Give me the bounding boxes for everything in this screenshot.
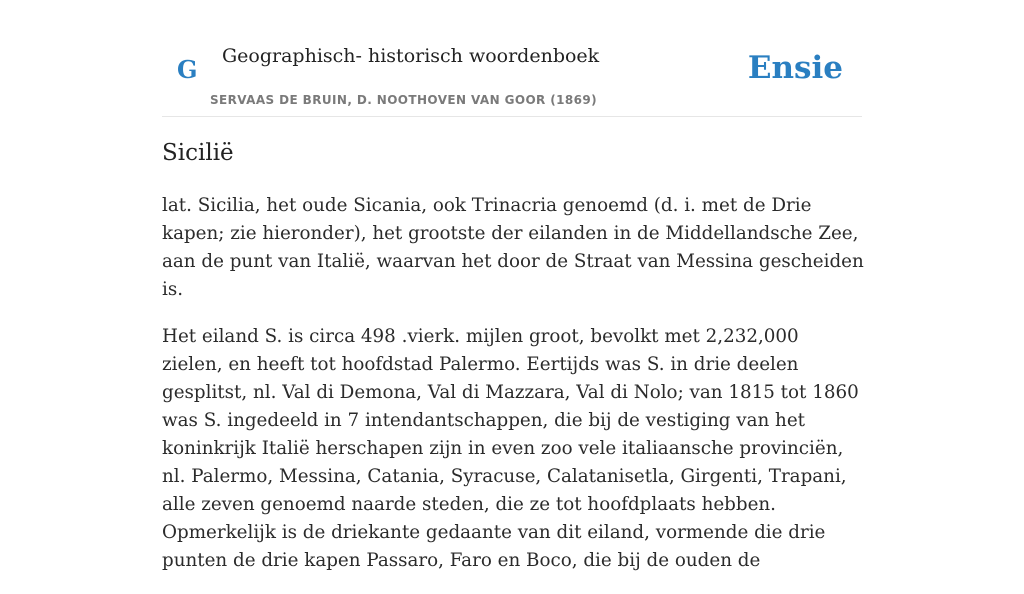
entry-paragraph: lat. Sicilia, het oude Sicania, ook Trinacria genoemd (d. i. met de Drie kapen; zie hieronder), het grootste der eilanden in de Middellandsche Zee, aan de punt van Italië, waarvan het door de Straat van Messina gescheiden is. [162, 195, 864, 300]
brand-logo-link[interactable]: Ensie [747, 50, 843, 86]
entry-title: Sicilië [162, 140, 234, 166]
book-logo-link[interactable]: G [177, 55, 198, 84]
book-title[interactable]: Geographisch- historisch woordenboek [222, 45, 600, 67]
entry-paragraph: Het eiland S. is circa 498 .vierk. mijlen groot, bevolkt met 2,232,000 zielen, en heeft tot hoofdstad Palermo. Eertijds was S. in drie deelen gesplitst, nl. Val di Demona, Val di Mazzara, Val di Nolo; van 1815 tot 1860 was S. ingedeeld in 7 intendantschappen, die bij de vestiging van het koninkrijk Italië herschapen zijn in even zoo vele italiaansche provinciën, nl. Palermo, Messina, Catania, Syracuse, Calatanisetla, Girgenti, Trapani, alle zeven genoemd naarde steden, die ze tot hoofdplaats hebben. Opmerkelijk is de driekante gedaante van dit eiland, vormende die drie punten de drie kapen Passaro, Faro en Boco, die bij de ouden de [162, 326, 859, 571]
book-author: SERVAAS DE BRUIN, D. NOOTHOVEN VAN GOOR (1869) [210, 93, 598, 107]
header [162, 0, 862, 117]
entry-body [162, 192, 864, 594]
